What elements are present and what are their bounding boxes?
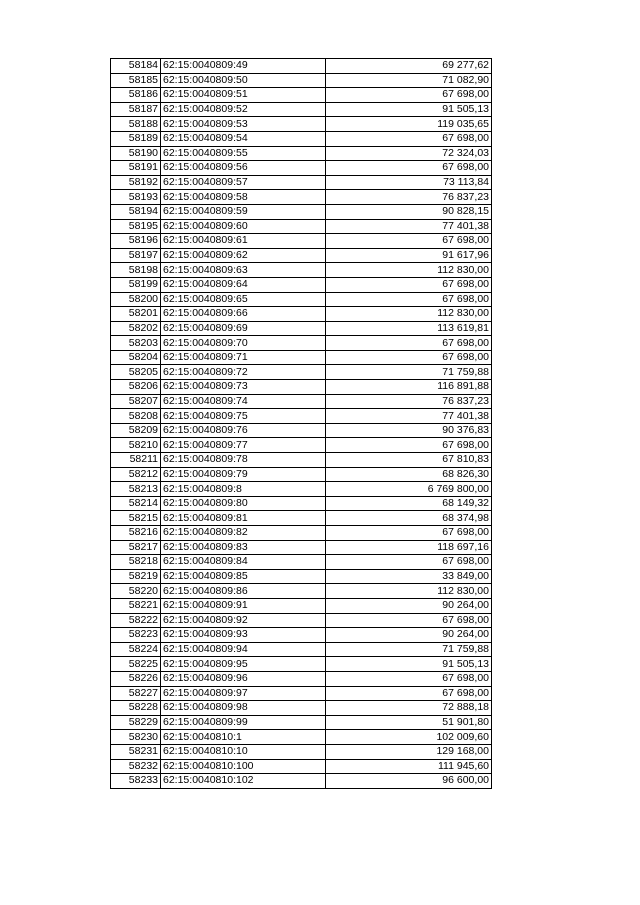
row-number-cell: 58184 (111, 59, 161, 74)
cadastral-number-cell: 62:15:0040809:85 (161, 569, 326, 584)
row-number-cell: 58210 (111, 438, 161, 453)
table-row (111, 467, 492, 482)
row-number-cell: 58233 (111, 774, 161, 789)
table-row (111, 409, 492, 424)
value-cell: 90 264,00 (326, 628, 492, 643)
table-row (111, 175, 492, 190)
value-cell: 77 401,38 (326, 219, 492, 234)
cadastral-number-cell: 62:15:0040809:53 (161, 117, 326, 132)
table-row (111, 540, 492, 555)
table-row (111, 628, 492, 643)
table-row (111, 715, 492, 730)
table-row (111, 365, 492, 380)
cadastral-number-cell: 62:15:0040809:92 (161, 613, 326, 628)
value-cell: 68 149,32 (326, 496, 492, 511)
value-cell: 76 837,23 (326, 190, 492, 205)
row-number-cell: 58224 (111, 642, 161, 657)
cadastral-number-cell: 62:15:0040809:73 (161, 380, 326, 395)
value-cell: 68 826,30 (326, 467, 492, 482)
table-row (111, 774, 492, 789)
value-cell: 112 830,00 (326, 584, 492, 599)
cadastral-number-cell: 62:15:0040809:55 (161, 146, 326, 161)
cadastral-number-cell: 62:15:0040809:79 (161, 467, 326, 482)
value-cell: 67 698,00 (326, 234, 492, 249)
cadastral-value-table (110, 58, 492, 789)
row-number-cell: 58217 (111, 540, 161, 555)
cadastral-number-cell: 62:15:0040809:74 (161, 394, 326, 409)
row-number-cell: 58185 (111, 73, 161, 88)
table-row (111, 701, 492, 716)
cadastral-number-cell: 62:15:0040809:98 (161, 701, 326, 716)
row-number-cell: 58196 (111, 234, 161, 249)
row-number-cell: 58194 (111, 204, 161, 219)
cadastral-number-cell: 62:15:0040809:60 (161, 219, 326, 234)
value-cell: 67 698,00 (326, 292, 492, 307)
cadastral-number-cell: 62:15:0040809:51 (161, 88, 326, 103)
cadastral-number-cell: 62:15:0040809:99 (161, 715, 326, 730)
row-number-cell: 58188 (111, 117, 161, 132)
table-row (111, 248, 492, 263)
table-row (111, 730, 492, 745)
row-number-cell: 58197 (111, 248, 161, 263)
table-row (111, 102, 492, 117)
cadastral-number-cell: 62:15:0040809:93 (161, 628, 326, 643)
value-cell: 67 698,00 (326, 88, 492, 103)
value-cell: 72 888,18 (326, 701, 492, 716)
row-number-cell: 58190 (111, 146, 161, 161)
cadastral-number-cell: 62:15:0040809:66 (161, 307, 326, 322)
row-number-cell: 58203 (111, 336, 161, 351)
value-cell: 113 619,81 (326, 321, 492, 336)
cadastral-number-cell: 62:15:0040809:70 (161, 336, 326, 351)
table-row (111, 482, 492, 497)
row-number-cell: 58222 (111, 613, 161, 628)
cadastral-number-cell: 62:15:0040810:102 (161, 774, 326, 789)
cadastral-number-cell: 62:15:0040809:76 (161, 423, 326, 438)
row-number-cell: 58189 (111, 131, 161, 146)
cadastral-number-cell: 62:15:0040809:56 (161, 161, 326, 176)
value-cell: 67 698,00 (326, 161, 492, 176)
table-row (111, 263, 492, 278)
value-cell: 67 698,00 (326, 555, 492, 570)
value-cell: 71 759,88 (326, 642, 492, 657)
table-row (111, 336, 492, 351)
data-table-container (110, 58, 491, 789)
table-row (111, 307, 492, 322)
row-number-cell: 58211 (111, 453, 161, 468)
table-body (111, 59, 492, 789)
value-cell: 67 698,00 (326, 671, 492, 686)
value-cell: 77 401,38 (326, 409, 492, 424)
value-cell: 91 617,96 (326, 248, 492, 263)
table-row (111, 161, 492, 176)
value-cell: 119 035,65 (326, 117, 492, 132)
table-row (111, 759, 492, 774)
value-cell: 102 009,60 (326, 730, 492, 745)
value-cell: 71 082,90 (326, 73, 492, 88)
cadastral-number-cell: 62:15:0040809:86 (161, 584, 326, 599)
table-row (111, 657, 492, 672)
cadastral-number-cell: 62:15:0040810:1 (161, 730, 326, 745)
row-number-cell: 58186 (111, 88, 161, 103)
row-number-cell: 58201 (111, 307, 161, 322)
value-cell: 111 945,60 (326, 759, 492, 774)
value-cell: 112 830,00 (326, 307, 492, 322)
table-row (111, 555, 492, 570)
value-cell: 67 698,00 (326, 277, 492, 292)
cadastral-number-cell: 62:15:0040809:64 (161, 277, 326, 292)
table-row (111, 526, 492, 541)
table-row (111, 131, 492, 146)
value-cell: 67 698,00 (326, 336, 492, 351)
row-number-cell: 58221 (111, 598, 161, 613)
value-cell: 90 828,15 (326, 204, 492, 219)
value-cell: 67 698,00 (326, 526, 492, 541)
cadastral-number-cell: 62:15:0040809:63 (161, 263, 326, 278)
value-cell: 129 168,00 (326, 744, 492, 759)
row-number-cell: 58215 (111, 511, 161, 526)
table-row (111, 569, 492, 584)
table-row (111, 204, 492, 219)
cadastral-number-cell: 62:15:0040810:100 (161, 759, 326, 774)
cadastral-number-cell: 62:15:0040810:10 (161, 744, 326, 759)
row-number-cell: 58220 (111, 584, 161, 599)
table-row (111, 88, 492, 103)
row-number-cell: 58228 (111, 701, 161, 716)
value-cell: 67 698,00 (326, 438, 492, 453)
row-number-cell: 58207 (111, 394, 161, 409)
value-cell: 73 113,84 (326, 175, 492, 190)
table-row (111, 73, 492, 88)
cadastral-number-cell: 62:15:0040809:69 (161, 321, 326, 336)
value-cell: 116 891,88 (326, 380, 492, 395)
value-cell: 71 759,88 (326, 365, 492, 380)
table-row (111, 744, 492, 759)
row-number-cell: 58195 (111, 219, 161, 234)
row-number-cell: 58192 (111, 175, 161, 190)
row-number-cell: 58208 (111, 409, 161, 424)
table-row (111, 438, 492, 453)
table-row (111, 686, 492, 701)
cadastral-number-cell: 62:15:0040809:65 (161, 292, 326, 307)
table-row (111, 671, 492, 686)
row-number-cell: 58209 (111, 423, 161, 438)
cadastral-number-cell: 62:15:0040809:54 (161, 131, 326, 146)
row-number-cell: 58232 (111, 759, 161, 774)
cadastral-number-cell: 62:15:0040809:62 (161, 248, 326, 263)
row-number-cell: 58202 (111, 321, 161, 336)
table-row (111, 117, 492, 132)
row-number-cell: 58206 (111, 380, 161, 395)
cadastral-number-cell: 62:15:0040809:52 (161, 102, 326, 117)
value-cell: 67 698,00 (326, 613, 492, 628)
value-cell: 90 376,83 (326, 423, 492, 438)
cadastral-number-cell: 62:15:0040809:78 (161, 453, 326, 468)
cadastral-number-cell: 62:15:0040809:96 (161, 671, 326, 686)
table-row (111, 321, 492, 336)
value-cell: 91 505,13 (326, 657, 492, 672)
table-row (111, 613, 492, 628)
row-number-cell: 58223 (111, 628, 161, 643)
row-number-cell: 58218 (111, 555, 161, 570)
row-number-cell: 58187 (111, 102, 161, 117)
row-number-cell: 58212 (111, 467, 161, 482)
row-number-cell: 58231 (111, 744, 161, 759)
value-cell: 91 505,13 (326, 102, 492, 117)
row-number-cell: 58219 (111, 569, 161, 584)
table-row (111, 642, 492, 657)
cadastral-number-cell: 62:15:0040809:97 (161, 686, 326, 701)
cadastral-number-cell: 62:15:0040809:91 (161, 598, 326, 613)
value-cell: 6 769 800,00 (326, 482, 492, 497)
table-row (111, 423, 492, 438)
cadastral-number-cell: 62:15:0040809:49 (161, 59, 326, 74)
row-number-cell: 58227 (111, 686, 161, 701)
row-number-cell: 58198 (111, 263, 161, 278)
table-row (111, 453, 492, 468)
value-cell: 67 698,00 (326, 350, 492, 365)
row-number-cell: 58226 (111, 671, 161, 686)
table-row (111, 146, 492, 161)
row-number-cell: 58204 (111, 350, 161, 365)
value-cell: 67 698,00 (326, 686, 492, 701)
row-number-cell: 58191 (111, 161, 161, 176)
cadastral-number-cell: 62:15:0040809:8 (161, 482, 326, 497)
cadastral-number-cell: 62:15:0040809:75 (161, 409, 326, 424)
table-row (111, 394, 492, 409)
cadastral-number-cell: 62:15:0040809:57 (161, 175, 326, 190)
value-cell: 96 600,00 (326, 774, 492, 789)
row-number-cell: 58205 (111, 365, 161, 380)
cadastral-number-cell: 62:15:0040809:58 (161, 190, 326, 205)
row-number-cell: 58200 (111, 292, 161, 307)
row-number-cell: 58199 (111, 277, 161, 292)
table-row (111, 598, 492, 613)
value-cell: 69 277,62 (326, 59, 492, 74)
value-cell: 68 374,98 (326, 511, 492, 526)
value-cell: 118 697,16 (326, 540, 492, 555)
cadastral-number-cell: 62:15:0040809:50 (161, 73, 326, 88)
table-row (111, 380, 492, 395)
row-number-cell: 58230 (111, 730, 161, 745)
cadastral-number-cell: 62:15:0040809:82 (161, 526, 326, 541)
cadastral-number-cell: 62:15:0040809:71 (161, 350, 326, 365)
table-row (111, 59, 492, 74)
cadastral-number-cell: 62:15:0040809:94 (161, 642, 326, 657)
table-row (111, 190, 492, 205)
cadastral-number-cell: 62:15:0040809:72 (161, 365, 326, 380)
row-number-cell: 58216 (111, 526, 161, 541)
table-row (111, 511, 492, 526)
cadastral-number-cell: 62:15:0040809:61 (161, 234, 326, 249)
value-cell: 67 698,00 (326, 131, 492, 146)
cadastral-number-cell: 62:15:0040809:95 (161, 657, 326, 672)
value-cell: 112 830,00 (326, 263, 492, 278)
row-number-cell: 58225 (111, 657, 161, 672)
row-number-cell: 58214 (111, 496, 161, 511)
value-cell: 51 901,80 (326, 715, 492, 730)
value-cell: 33 849,00 (326, 569, 492, 584)
table-row (111, 496, 492, 511)
table-row (111, 584, 492, 599)
cadastral-number-cell: 62:15:0040809:59 (161, 204, 326, 219)
cadastral-number-cell: 62:15:0040809:77 (161, 438, 326, 453)
row-number-cell: 58193 (111, 190, 161, 205)
table-row (111, 277, 492, 292)
value-cell: 90 264,00 (326, 598, 492, 613)
value-cell: 67 810,83 (326, 453, 492, 468)
row-number-cell: 58229 (111, 715, 161, 730)
cadastral-number-cell: 62:15:0040809:81 (161, 511, 326, 526)
cadastral-number-cell: 62:15:0040809:80 (161, 496, 326, 511)
cadastral-number-cell: 62:15:0040809:83 (161, 540, 326, 555)
value-cell: 76 837,23 (326, 394, 492, 409)
row-number-cell: 58213 (111, 482, 161, 497)
table-row (111, 234, 492, 249)
value-cell: 72 324,03 (326, 146, 492, 161)
table-row (111, 219, 492, 234)
cadastral-number-cell: 62:15:0040809:84 (161, 555, 326, 570)
table-row (111, 292, 492, 307)
table-row (111, 350, 492, 365)
